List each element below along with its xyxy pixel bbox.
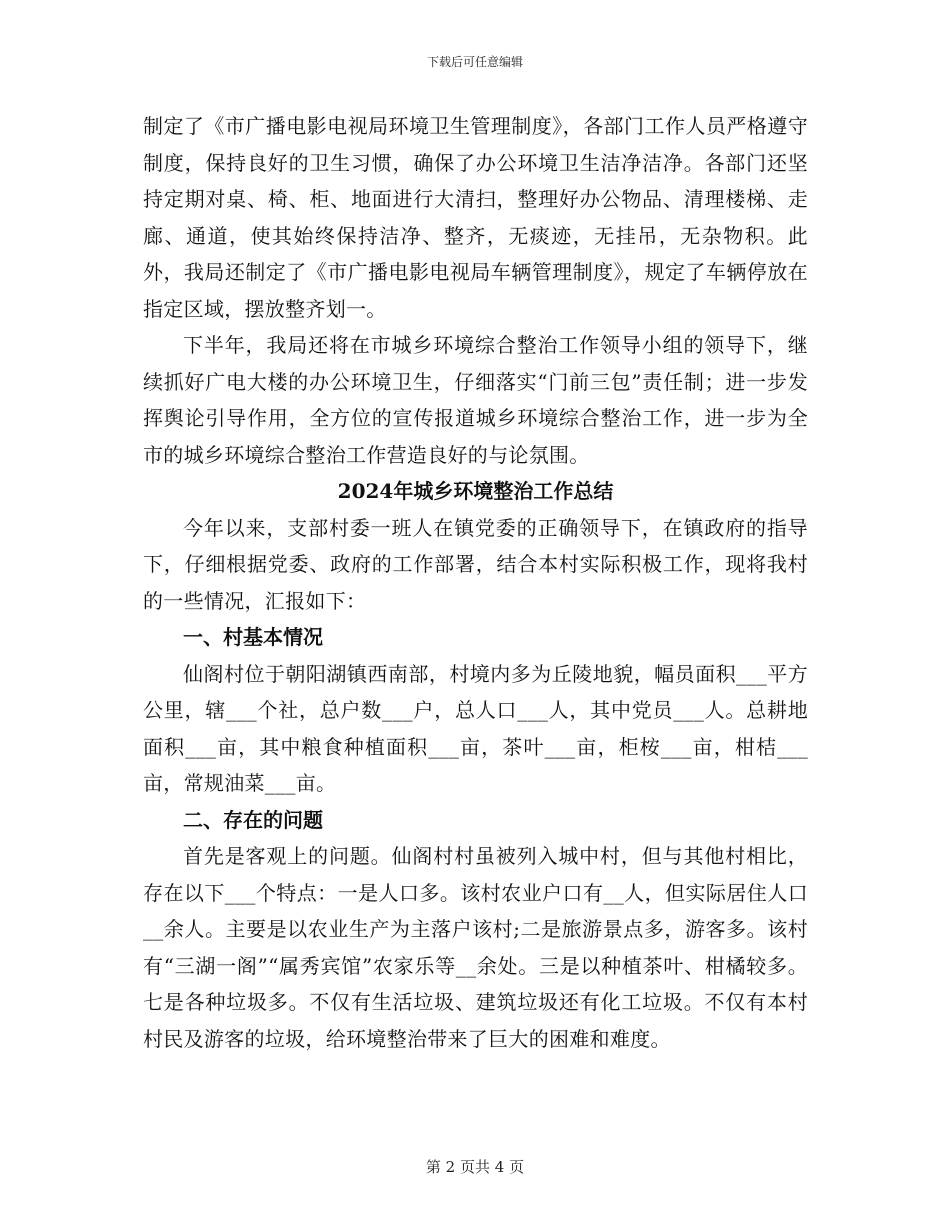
paragraph-second-half-plan: 下半年，我局还将在市城乡环境综合整治工作领导小组的领导下，继续抓好广电大楼的办公环境卫生，仔细落实“门前三包”责任制；进一步发挥舆论引导作用，全方位的宣传报道城乡环境综合整治工作，进一步为全市的城乡环境综合整治工作营造良好的与论氛围。 <box>143 333 808 467</box>
page-footer: 第 2 页共 4 页 <box>425 1158 525 1176</box>
paragraph-intro: 今年以来，支部村委一班人在镇党委的正确领导下，在镇政府的指导下，仔细根据党委、政府的工作部署，结合本村实际积极工作，现将我村的一些情况，汇报如下： <box>143 515 808 613</box>
paragraph-problems: 首先是客观上的问题。仙阁村村虽被列入城中村，但与其他村相比，存在以下___个特点：一是人口多。该村农业户口有__人，但实际居住人口__余人。主要是以农业生产为主落户该村;二是旅游景点多，游客多。该村有“三湖一阁”“属秀宾馆”农家乐等__余处。三是以种植茶叶、柑橘较多。七是各种垃圾多。不仅有生活垃圾、建筑垃圾还有化工垃圾。不仅有本村村民及游客的垃圾，给环境整治带来了巨大的困难和难度。 <box>143 844 808 1051</box>
section-heading-problems: 二、存在的问题 <box>183 807 323 832</box>
paragraph-regulations: 制定了《市广播电影电视局环境卫生管理制度》，各部门工作人员严格遵守制度，保持良好的卫生习惯，确保了办公环境卫生洁净洁净。各部门还坚持定期对桌、椅、柜、地面进行大清扫，整理好办公物品、清理楼梯、走廊、通道，使其始终保持洁净、整齐，无痰迹，无挂吊，无杂物积。此外，我局还制定了《市广播电影电视局车辆管理制度》，规定了车辆停放在指定区域，摆放整齐划一。 <box>143 114 808 321</box>
page-header: 下载后可任意编辑 <box>426 55 523 69</box>
document-body <box>143 108 808 1057</box>
paragraph-basic-info: 仙阁村位于朝阳湖镇西南部，村境内多为丘陵地貌，幅员面积___平方公里，辖___个社，总户数___户，总人口___人，其中党员___人。总耕地面积___亩，其中粮食种植面积___亩，茶叶___亩，柜桉___亩，柑桔___亩，常规油菜___亩。 <box>143 661 808 795</box>
section-heading-basic-info: 一、村基本情况 <box>183 625 323 649</box>
article-title: 2024年城乡环境整治工作总结 <box>337 479 614 503</box>
